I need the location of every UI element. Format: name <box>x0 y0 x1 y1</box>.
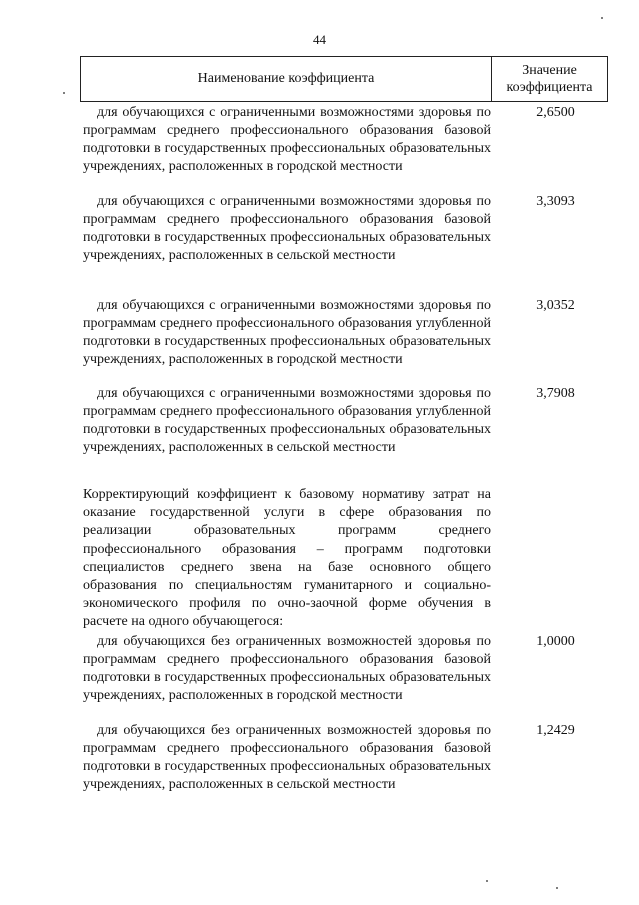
table-row <box>83 385 575 457</box>
column-header-value-line1: Значение <box>522 63 577 78</box>
column-header-value <box>492 57 607 101</box>
scan-speck <box>486 880 488 882</box>
row-description: для обучающихся без ограниченных возможностей здоровья по программам среднего профессионального образования базовой подготовки в государственных профессиональных образовательных учреждениях, расположенных в городской местности <box>83 634 491 703</box>
column-header-value-line2: коэффициента <box>506 80 593 95</box>
row-value: 3,0352 <box>536 298 575 313</box>
table-row <box>83 722 575 794</box>
row-description: для обучающихся с ограниченными возможностями здоровья по программам среднего профессионального образования углубленной подготовки в государственных профессиональных образовательных учреждениях, расположенных в сельской местности <box>83 386 491 455</box>
scan-speck <box>63 92 65 94</box>
section-heading-text: Корректирующий коэффициент к базовому нормативу затрат на оказание государственной услуги в сфере образования по реализации образовательных программ среднего профессионального образования – программ подготовки специалистов среднего звена на базе основного общего образования по специальностям гуманитарного и социально-экономического профиля по очно-заочной форме обучения в расчете на одного обучающегося: <box>83 487 491 630</box>
column-header-name: Наименование коэффициента <box>81 57 492 101</box>
row-value: 1,2429 <box>536 723 575 738</box>
row-value: 3,3093 <box>536 194 575 209</box>
row-value: 1,0000 <box>536 634 575 649</box>
table-header <box>80 56 608 102</box>
row-description: для обучающихся с ограниченными возможностями здоровья по программам среднего профессионального образования базовой подготовки в государственных профессиональных образовательных учреждениях, расположенных в городской местности <box>83 105 491 174</box>
row-description: для обучающихся без ограниченных возможностей здоровья по программам среднего профессионального образования базовой подготовки в государственных профессиональных образовательных учреждениях, расположенных в сельской местности <box>83 723 491 792</box>
scan-speck <box>556 887 558 889</box>
row-value: 3,7908 <box>536 386 575 401</box>
row-description: для обучающихся с ограниченными возможностями здоровья по программам среднего профессионального образования углубленной подготовки в государственных профессиональных образовательных учреждениях, расположенных в городской местности <box>83 298 491 367</box>
scan-speck <box>601 17 603 19</box>
table-row <box>83 633 575 705</box>
table-row <box>83 104 575 176</box>
page-number: 44 <box>313 32 326 47</box>
table-row <box>83 193 575 265</box>
row-value: 2,6500 <box>536 105 575 120</box>
table-row <box>83 297 575 369</box>
row-description: для обучающихся с ограниченными возможностями здоровья по программам среднего профессионального образования базовой подготовки в государственных профессиональных образовательных учреждениях, расположенных в сельской местности <box>83 194 491 263</box>
